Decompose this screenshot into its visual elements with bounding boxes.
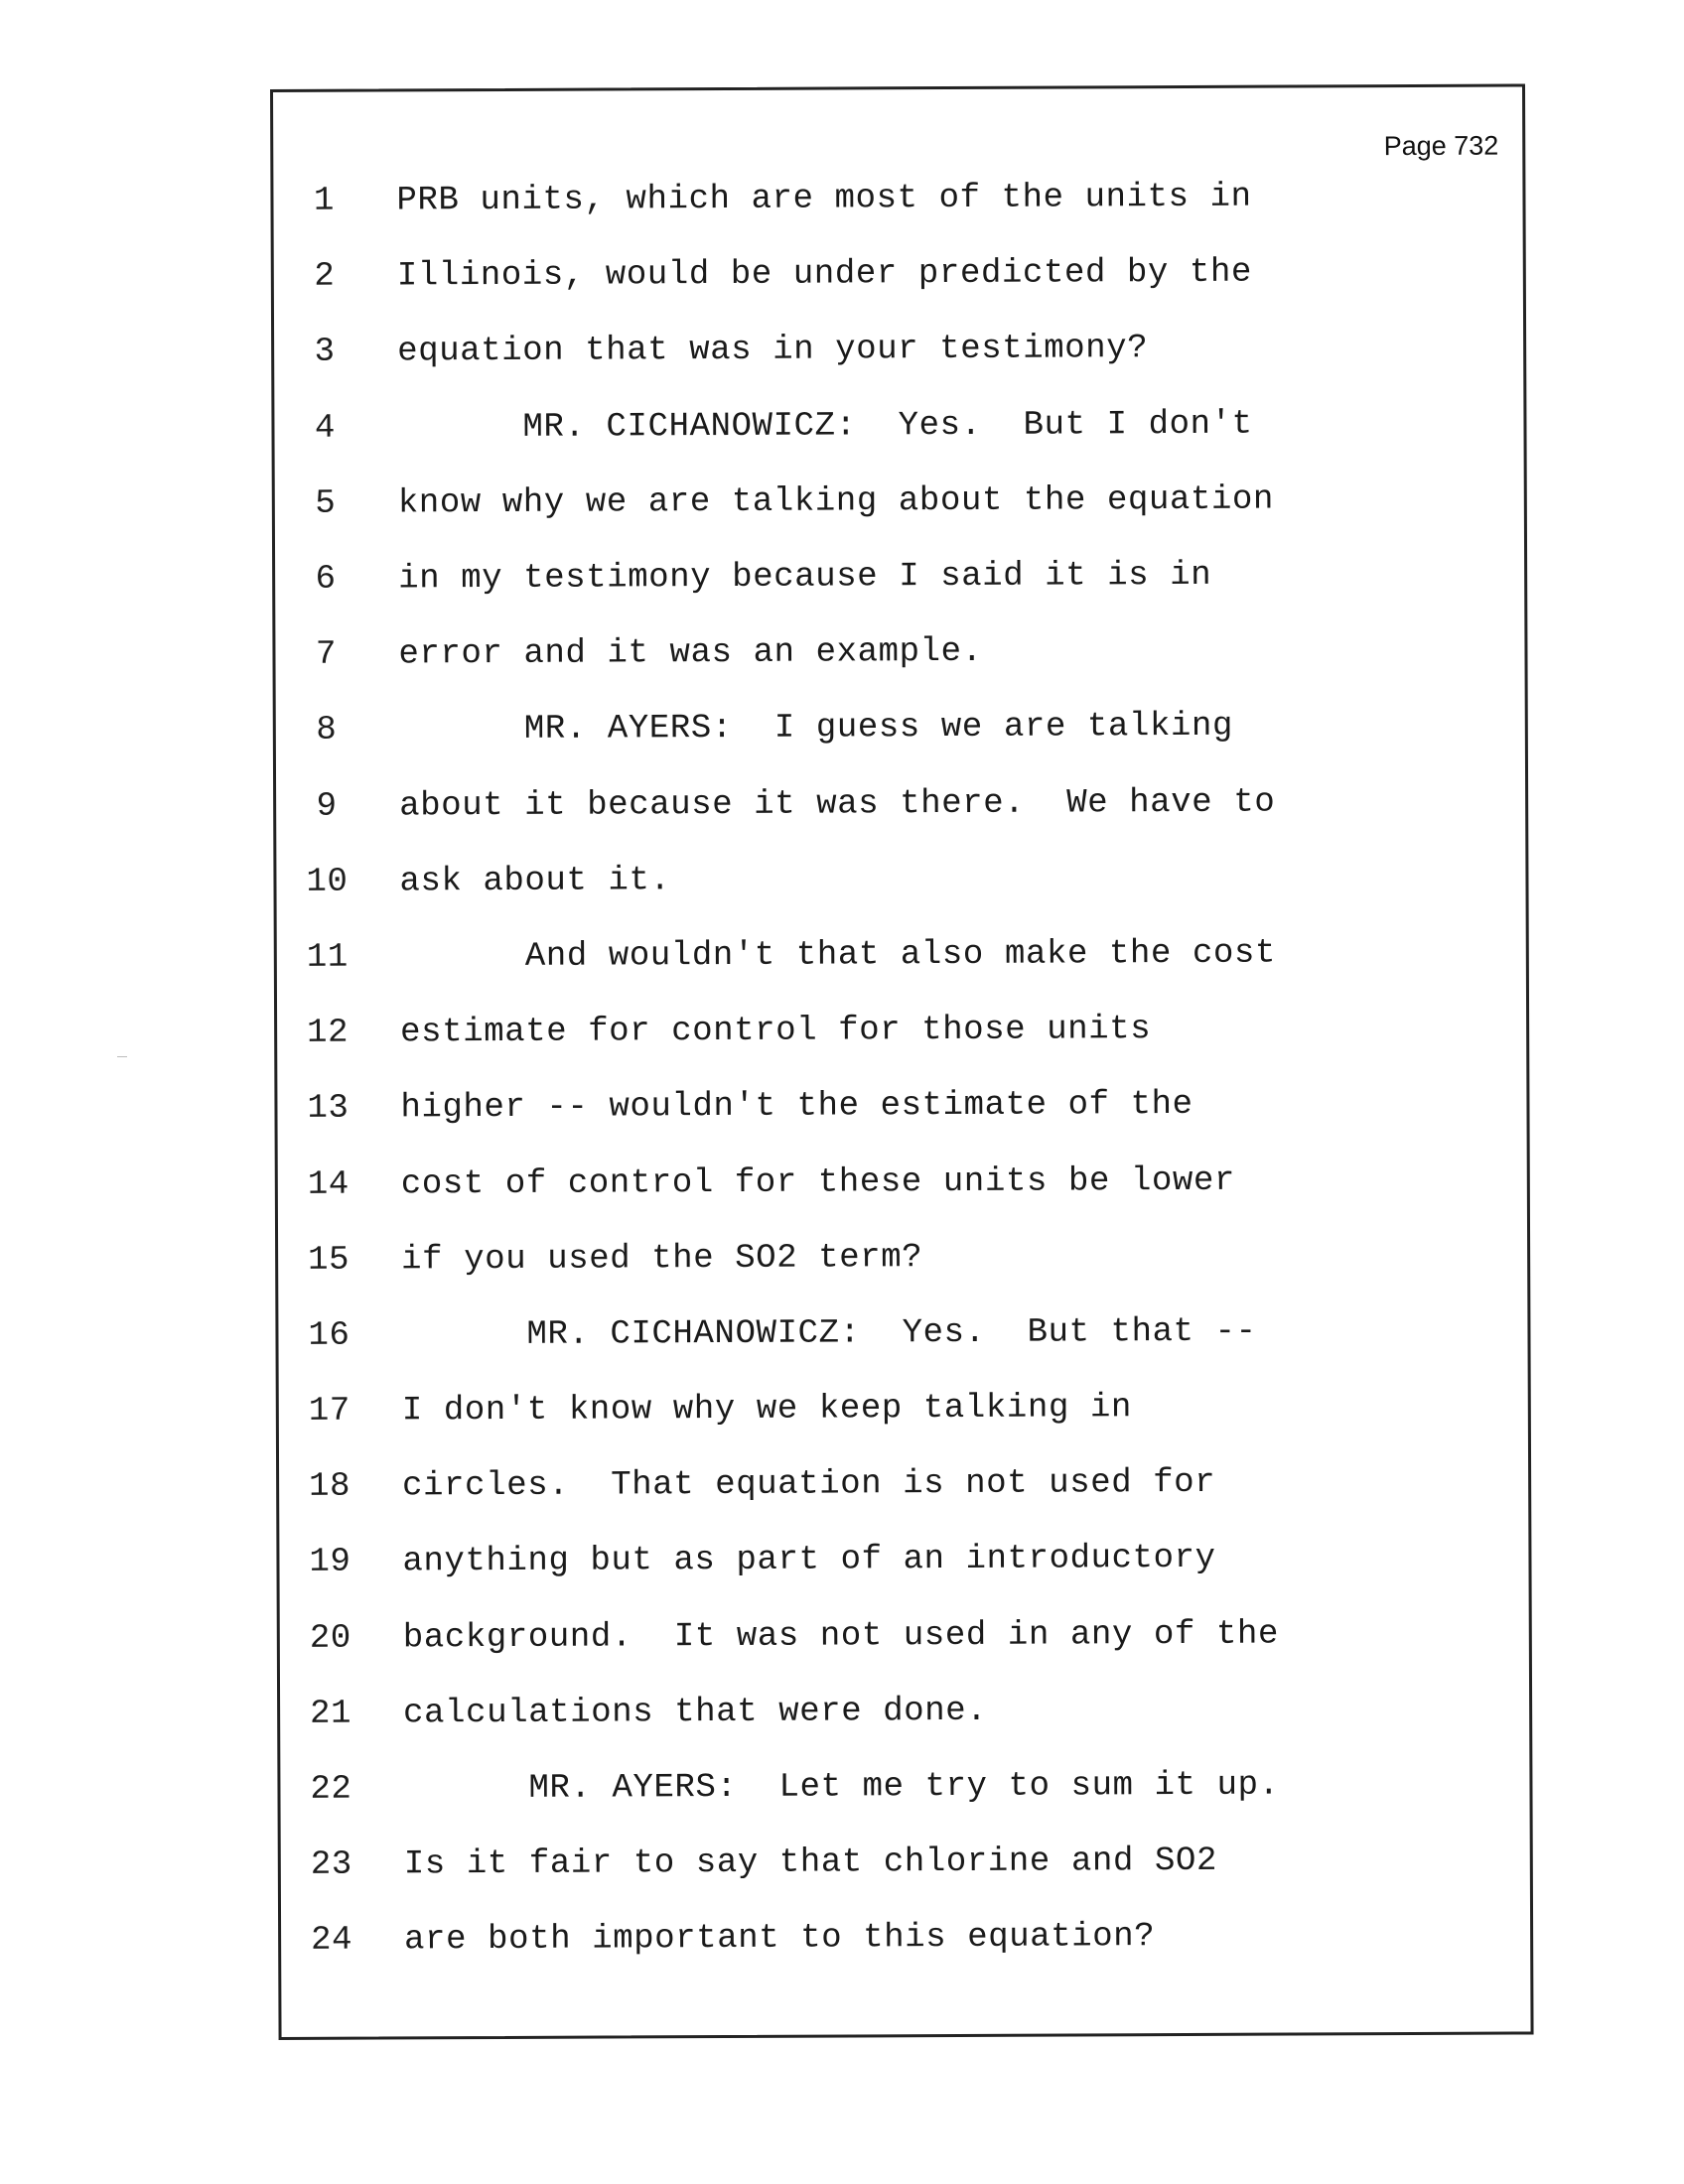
line-text: cost of control for these units be lower xyxy=(400,1161,1236,1203)
transcript-line xyxy=(276,763,1525,845)
line-text: I don't know why we keep talking in xyxy=(401,1389,1133,1431)
line-text: know why we are talking about the equation xyxy=(397,480,1275,523)
transcript-line xyxy=(277,1066,1526,1148)
line-text: MR. CICHANOWICZ: Yes. But I don't xyxy=(397,405,1253,448)
line-number: 2 xyxy=(314,257,336,297)
transcript-line xyxy=(279,1444,1528,1526)
line-number: 20 xyxy=(309,1619,351,1658)
line-number: 4 xyxy=(314,409,337,448)
transcript-line xyxy=(275,461,1524,542)
line-text: equation that was in your testimony? xyxy=(397,330,1149,371)
transcript-line xyxy=(280,1595,1529,1677)
line-text: estimate for control for those units xyxy=(400,1011,1152,1052)
line-number: 18 xyxy=(309,1467,351,1507)
line-number: 16 xyxy=(308,1316,351,1355)
line-number: 5 xyxy=(315,484,337,523)
line-number: 14 xyxy=(307,1165,350,1204)
scan-speck xyxy=(117,1056,127,1057)
line-text: anything but as part of an introductory xyxy=(402,1540,1216,1581)
line-number: 11 xyxy=(306,938,349,977)
line-text: PRB units, which are most of the units in xyxy=(396,178,1252,220)
line-number: 9 xyxy=(316,787,338,826)
transcript-line xyxy=(281,1898,1530,1979)
line-text: higher -- wouldn't the estimate of the xyxy=(400,1086,1193,1128)
transcript-line xyxy=(274,310,1523,391)
line-text: And wouldn't that also make the cost xyxy=(399,934,1277,977)
line-text: MR. AYERS: I guess we are talking xyxy=(398,708,1234,750)
line-number: 12 xyxy=(307,1014,350,1053)
transcript-line xyxy=(274,234,1523,316)
line-number: 17 xyxy=(308,1392,351,1431)
transcript-line xyxy=(277,991,1526,1072)
line-number: 3 xyxy=(314,334,336,372)
line-text: circles. That equation is not used for xyxy=(402,1464,1216,1506)
transcript-line xyxy=(278,1142,1527,1223)
transcript-line xyxy=(277,914,1526,996)
line-text: error and it was an example. xyxy=(398,633,983,674)
line-number: 22 xyxy=(310,1770,352,1809)
line-text: Illinois, would be under predicted by the xyxy=(396,253,1253,296)
transcript-line xyxy=(274,385,1523,467)
line-number: 1 xyxy=(313,182,336,220)
transcript-line xyxy=(279,1520,1528,1601)
line-number: 15 xyxy=(308,1241,351,1280)
transcript-line xyxy=(281,1823,1530,1904)
transcript-page-frame xyxy=(270,83,1534,2039)
line-text: if you used the SO2 term? xyxy=(401,1238,923,1280)
transcript-line xyxy=(278,1217,1527,1298)
transcript-line xyxy=(278,1293,1527,1374)
page-number: Page 732 xyxy=(1383,130,1499,162)
transcript-line xyxy=(276,688,1525,769)
transcript-line xyxy=(280,1671,1529,1752)
transcript-lines xyxy=(273,158,1530,1979)
line-number: 21 xyxy=(310,1695,352,1733)
line-number: 13 xyxy=(307,1090,350,1129)
line-text: ask about it. xyxy=(399,862,671,901)
transcript-line xyxy=(276,839,1525,920)
line-number: 7 xyxy=(315,635,338,675)
line-text: about it because it was there. We have to xyxy=(399,783,1276,826)
line-text: MR. AYERS: Let me try to sum it up. xyxy=(403,1766,1280,1809)
line-number: 19 xyxy=(309,1544,351,1582)
line-text: Is it fair to say that chlorine and SO2 xyxy=(403,1843,1218,1884)
transcript-line xyxy=(275,536,1524,617)
transcript-line xyxy=(275,613,1524,694)
line-text: in my testimony because I said it is in xyxy=(398,556,1212,599)
line-number: 23 xyxy=(310,1845,352,1885)
line-text: MR. CICHANOWICZ: Yes. But that -- xyxy=(401,1312,1257,1355)
transcript-line xyxy=(280,1746,1529,1828)
line-number: 24 xyxy=(311,1922,353,1961)
line-text: calculations that were done. xyxy=(403,1692,988,1733)
transcript-line xyxy=(273,158,1522,239)
line-number: 10 xyxy=(306,863,349,901)
line-number: 8 xyxy=(316,712,338,751)
line-text: background. It was not used in any of the xyxy=(402,1615,1280,1658)
line-text: are both important to this equation? xyxy=(404,1918,1156,1960)
line-number: 6 xyxy=(315,560,337,599)
transcript-line xyxy=(279,1368,1528,1449)
